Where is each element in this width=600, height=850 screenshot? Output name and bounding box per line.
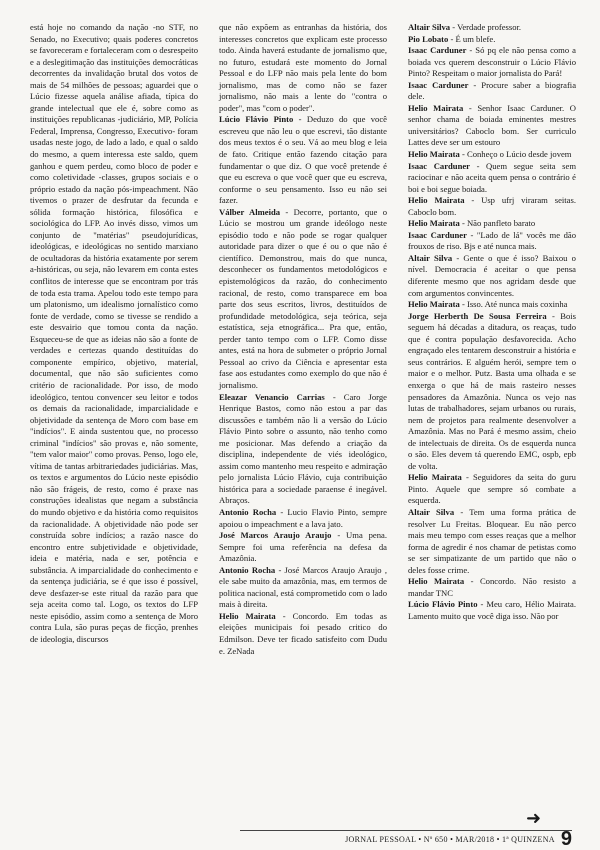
comment-text: - Não panfleto barato	[459, 218, 536, 229]
text-paragraph	[219, 22, 387, 114]
comment-paragraph	[408, 230, 576, 253]
commenter-name: Helio Mairata	[408, 299, 460, 310]
comment-text: - Uma pena. Sempre foi uma referência na defesa da Amazônia.	[219, 530, 387, 564]
comment-paragraph	[408, 149, 576, 161]
commenter-name: Antonio Rocha	[219, 564, 276, 575]
commenter-name: Helio Mairata	[408, 218, 460, 229]
comment-paragraph	[219, 530, 387, 565]
comment-paragraph	[408, 299, 576, 311]
comment-text: - É um blefe.	[448, 33, 496, 44]
commenter-name: Isaac Carduner	[408, 160, 470, 171]
commenter-name: José Marcos Araujo Araujo	[219, 530, 332, 541]
comment-paragraph	[408, 253, 576, 299]
comment-paragraph	[408, 576, 576, 599]
comment-text: - Isso. Até nunca mais coxinha	[459, 299, 568, 310]
comment-text: - Quem segue seita sem raciocinar e não aceita quem pensa o contrário é boi e boi segue boiada.	[408, 160, 577, 194]
comment-paragraph	[408, 311, 576, 473]
comment-paragraph	[219, 507, 387, 530]
commenter-name: Lúcio Flávio Pinto	[408, 599, 478, 610]
commenter-name: Isaac Carduner	[408, 229, 467, 240]
comment-text: - Lucio Flavio Pinto, sempre apoiou o impeachment e a lava jato.	[219, 506, 387, 529]
column-2	[219, 22, 387, 657]
comment-text: - Senhor Isaac Carduner. O senhor chama de boiada eminentes mestres universitários? Caboclo bom. Ser curriculo Lattes deve ser um estouro	[408, 102, 576, 148]
comment-text: - Caro Jorge Henrique Bastos, como não estou a par das discussões e também não li a versão do Lúcio Flávio Pinto sobre o assunto, não tenho como me posicionar. Mas defendo a criação da disciplina, independente de viés ideológico, assim como mantenho meu respeito e admiração pelo jornalista Lúcio Flávio, cuja contribuição histórica para a sociedade paraense é inegável. Abraços.	[219, 391, 387, 506]
commenter-name: Helio Mairata	[408, 195, 465, 206]
comment-paragraph	[219, 565, 387, 611]
page	[30, 22, 576, 822]
comment-text: - Só pq ele não pensa como a boiada vcs querem desconstruir o Lúcio Flávio Pinto? Respeitam o maior jornalista do Pará!	[408, 45, 576, 79]
commenter-name: Helio Mairata	[408, 149, 460, 160]
comment-paragraph	[219, 207, 387, 392]
commenter-name: Válber Almeida	[219, 206, 281, 217]
comment-paragraph	[408, 472, 576, 507]
commenter-name: Altair Silva	[408, 252, 453, 263]
text-paragraph	[30, 22, 198, 646]
comment-text: - Decorre, portanto, que o Lúcio se mostrou um grande ideólogo neste episódio todo e não pode se rogar qualquer autoridade para dizer o que é ou o que não é científico. Demonstrou, mais do que nunca, desconhecer os fundamentos metodológicos e epistemológicos da razão, do conhecimento racional, de resto, como transparece em boa parte dos seus escritos, livros, destituídos de profundidade metodológica, seja teórica, seja estatística, seja etnográfica... Pra que, então, perder tanto tempo com o LFP. Como disse antes, está na hora de submeter o próprio Jornal Pessoal ao crivo da Ciência e apresentar esta fase aos estudantes como exemplo do que não é jornalismo.	[219, 206, 387, 390]
comment-paragraph	[219, 392, 387, 507]
comment-paragraph	[219, 611, 387, 657]
column-3	[408, 22, 576, 622]
comment-paragraph	[219, 114, 387, 206]
comment-text: - Bois seguem há décadas a ditadura, os reaças, tudo que é contra população desfavorecida. Acho engraçado eles tentarem desconstruir a história e seus contrários. E alguém herói, sempre tem o maior e o melhor. Putz. Basta uma olhada e se enxerga o que há de mais rasteiro nesses pensadores da Amazônia. Nunca os vejo nas lutas de trabalhadores, sejam urbanos ou rurais, nem de projetos para realmente desenvolver a Amazônia. Mas no Pará é mesmo assim, cheio de intelectuais de direita. Os de esquerda nunca o são. Eles devem tá querendo EMC, ospb, epb de volta.	[408, 310, 577, 471]
commenter-name: Eleazar Venancio Carrias	[219, 391, 325, 402]
comment-text: - Concordo. Em todas as eleições municipais foi pesado critico do Edmilson. Deve ter ficado satisfeito com Dudu e. ZeNada	[219, 610, 387, 656]
comment-text: - Verdade professor.	[450, 22, 522, 32]
comment-paragraph	[408, 34, 576, 46]
column-1	[30, 22, 198, 646]
comment-text: - Usp ufrj viraram seitas. Caboclo bom.	[408, 195, 576, 217]
comment-text: - Seguidores da seita do guru Pinto. Aquele que sempre só combate a esquerda.	[408, 472, 576, 506]
page-footer	[240, 828, 572, 850]
journal-issue-line: JORNAL PESSOAL • Nº 650 • MAR/2018 • 1ª QUINZENA	[345, 834, 555, 844]
comment-text: - Meu caro, Hélio Mairata. Lamento muito que você diga isso. Não por	[408, 599, 576, 621]
comment-text: - José Marcos Araujo Araujo , ele sabe muito da amazônia, mas, em termos de politica nacional, está comprometido com o lado mais à direita.	[219, 564, 387, 610]
commenter-name: Altair Silva	[408, 506, 455, 517]
comment-text: - Deduzo do que você escreveu que não leu o que escrevi, tão distante dos meus textos é o seu. Vá ao meu blog e leia de fato. Critique então fazendo citação para fundamentar o que diz. O que você pretende é que eu escreva o que você quer que eu escreva, conforme o seu pensamento. Isso eu não sei fazer.	[219, 114, 387, 206]
comment-paragraph	[408, 103, 576, 149]
comment-text: - "Lado de lá" vocês me dão frouxos de riso. Bjs e até nunca mais.	[408, 229, 576, 252]
commenter-name: Helio Mairata	[408, 472, 462, 483]
comment-paragraph	[408, 45, 576, 80]
comment-text: - Concordo. Não resisto a mandar TNC	[408, 576, 576, 598]
commenter-name: Helio Mairata	[408, 102, 464, 113]
commenter-name: Lúcio Flávio Pinto	[219, 114, 294, 125]
comment-paragraph	[408, 22, 576, 34]
commenter-name: Helio Mairata	[408, 576, 465, 587]
comment-text: - Tem uma forma prática de resolver Lu Freitas. Bloquear. Eu não perco mais meu tempo com esses reaças que a melhor forma de agredir é nos chamar de petistas como se ser simpatizante de um partido que não o deles fosse crime.	[408, 506, 576, 575]
commenter-name: Antonio Rocha	[219, 506, 277, 517]
commenter-name: Pio Lobato	[408, 33, 449, 44]
comment-paragraph	[408, 218, 576, 230]
comment-paragraph	[408, 507, 576, 576]
comment-text: está hoje no comando da nação -no STF, no Senado, no Executivo; quais poderes concretos se favoreceram e fortaleceram com o desrespeito e a deslegitimação das instituições democráticas decorrentes da invalidação brutal dos votos de mais de 54 milhões de pessoas; aguardei que o Lúcio fizesse aquela análise afiada, típica do grande intelectual que ele é, sobre como as instituições republicanas -judiciário, MP, Polícia Federal, Imprensa, Congresso, Executivo- foram usadas neste jogo, de lado a lado, e qual o saldo do mesmo, a quem interessa este saldo, quem ganhou e quem perdeu, como bloco de poder e como coletividade -classes, grupos sociais e o próprio estado da nação pós-impeachment. Não tivemos o prazer de desfrutar da fecunda e sólida formação histórica, filosófica e sociológica do LFP. Ao invés disso, vimos um conjunto de "matérias" pseudojurídicas, ideológicas, e ideológicas no sentido marxiano de ocultadoras da história exatamente por serem a-históricas, ou seja, não levarem em conta estes conflitos de interesse que se encontram por trás de toda esta trama. Apelou todo este tempo para um platonismo, um idealismo jornalístico como fonte de verdade, como se tivesse se rendido a este desvairio que tomou conta da nação. Esqueceu-se de que as ideias não são a fonte de verdades e certezas quando destituídas do componente empírico, objetivo, material, documental, que não são suficientes como critério de racionalidade. Por isso, de modo ideológico, tentou convencer seu leitor e todos os demais da racionalidade, imparcialidade e objetividade da sentença de Moro com base em "indícios". E ainda sustentou que, no processo criminal "indícios" são provas e, não somente, "tem valor maior" como provas. Penso, logo ele, vítima de tantas arbitrariedades judiciárias. Mas, os textos e argumentos do Lúcio neste episódio não são frágeis, de resto, como é praxe nas construções idealistas que negam a substância do mundo objetivo e da história como requisitos da racionalidade. A objetividade não pode ser construída sobre indícios; a razão nasce do encontro entre subjetividade e objetividade, ideia e matéria, nada e ser, potência e substância. A imparcialidade do conhecimento e da sentença judiciária, se é que isso é possível, deve desfazer-se este ritual da razão para que seja aceita como tal. Logo, os textos do LFP neste episódio, assim como a sentença de Moro contra Lula, são puras peças de ficção, prenhes de ideologia, discursos	[30, 22, 198, 644]
commenter-name: Isaac Carduner	[408, 79, 469, 90]
right-arrow-icon: ➜	[526, 808, 542, 829]
comment-paragraph	[408, 161, 576, 196]
page-number: 9	[560, 828, 572, 850]
commenter-name: Altair Silva	[408, 22, 451, 32]
comment-paragraph	[408, 599, 576, 622]
comment-text: que não expõem as entranhas da história, dos interesses concretos que explicam este processo todo. Ainda haverá estudante de jornalismo que, no futuro, estudará este momento do Jornal Pessoal e do LFP não mais pela lente do bom jornalismo, mas de como não se fazer jornalismo, não mais a lente do "contra o poder", mas "com o poder".	[219, 22, 387, 113]
comment-text: - Conheço o Lúcio desde jovem	[459, 149, 572, 160]
comment-text: - Gente o que é isso? Baixou o nível. Democracia é aceitar o que pensa diferente mesmo que nos agridam desde que com argumentos convincentes.	[408, 252, 576, 298]
comment-text: - Procure saber a biografia dele.	[408, 79, 577, 102]
commenter-name: Isaac Carduner	[408, 45, 467, 56]
comment-paragraph	[408, 195, 576, 218]
comment-paragraph	[408, 80, 576, 103]
commenter-name: Helio Mairata	[219, 610, 276, 621]
commenter-name: Jorge Herberth De Sousa Ferreira	[408, 310, 547, 321]
